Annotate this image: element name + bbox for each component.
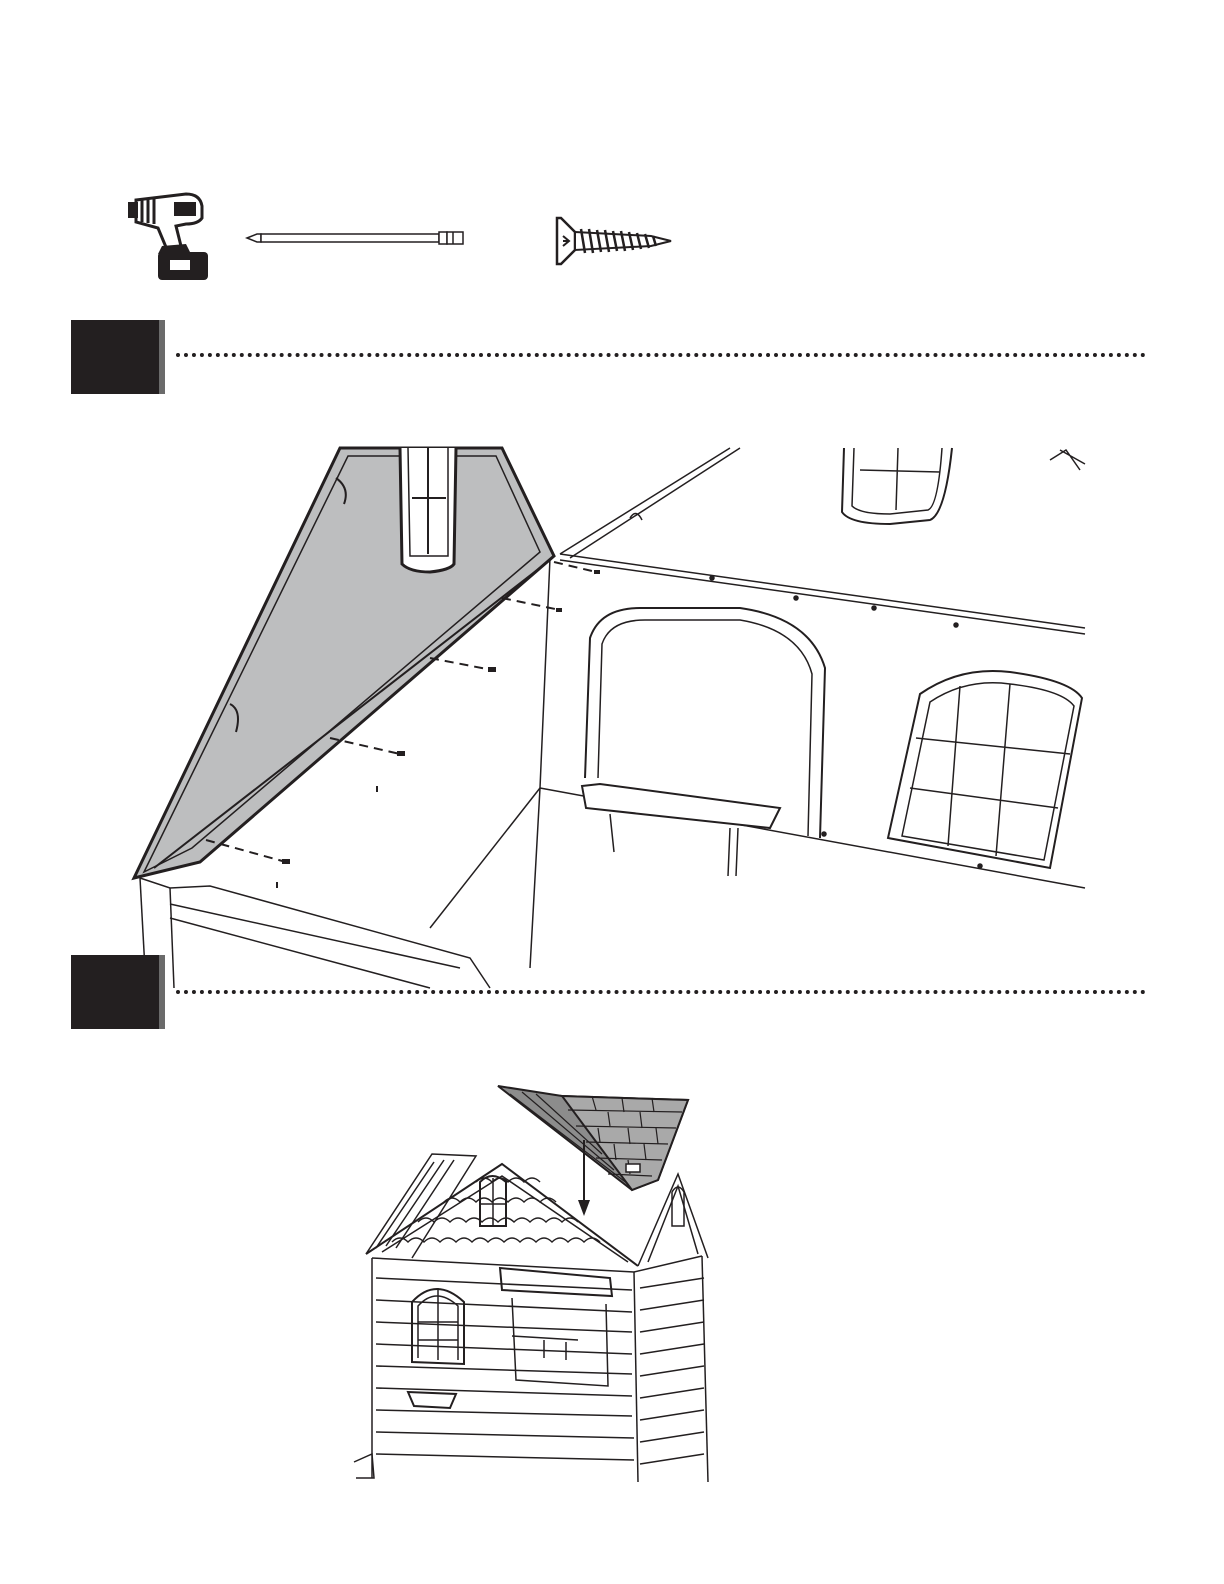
step-block-edge [159, 955, 165, 1029]
step-divider-line [176, 353, 1146, 357]
screwdriver-bit-icon [247, 230, 465, 246]
step-divider-line [176, 990, 1146, 994]
gable-panel-screw-attachment [130, 448, 1086, 988]
step-block-edge [159, 320, 165, 394]
step-number-block [71, 320, 165, 394]
roof-panel-placement [352, 1082, 716, 1482]
cordless-drill-icon [128, 188, 218, 284]
step-number-block [71, 955, 165, 1029]
screw-icon [555, 216, 675, 266]
